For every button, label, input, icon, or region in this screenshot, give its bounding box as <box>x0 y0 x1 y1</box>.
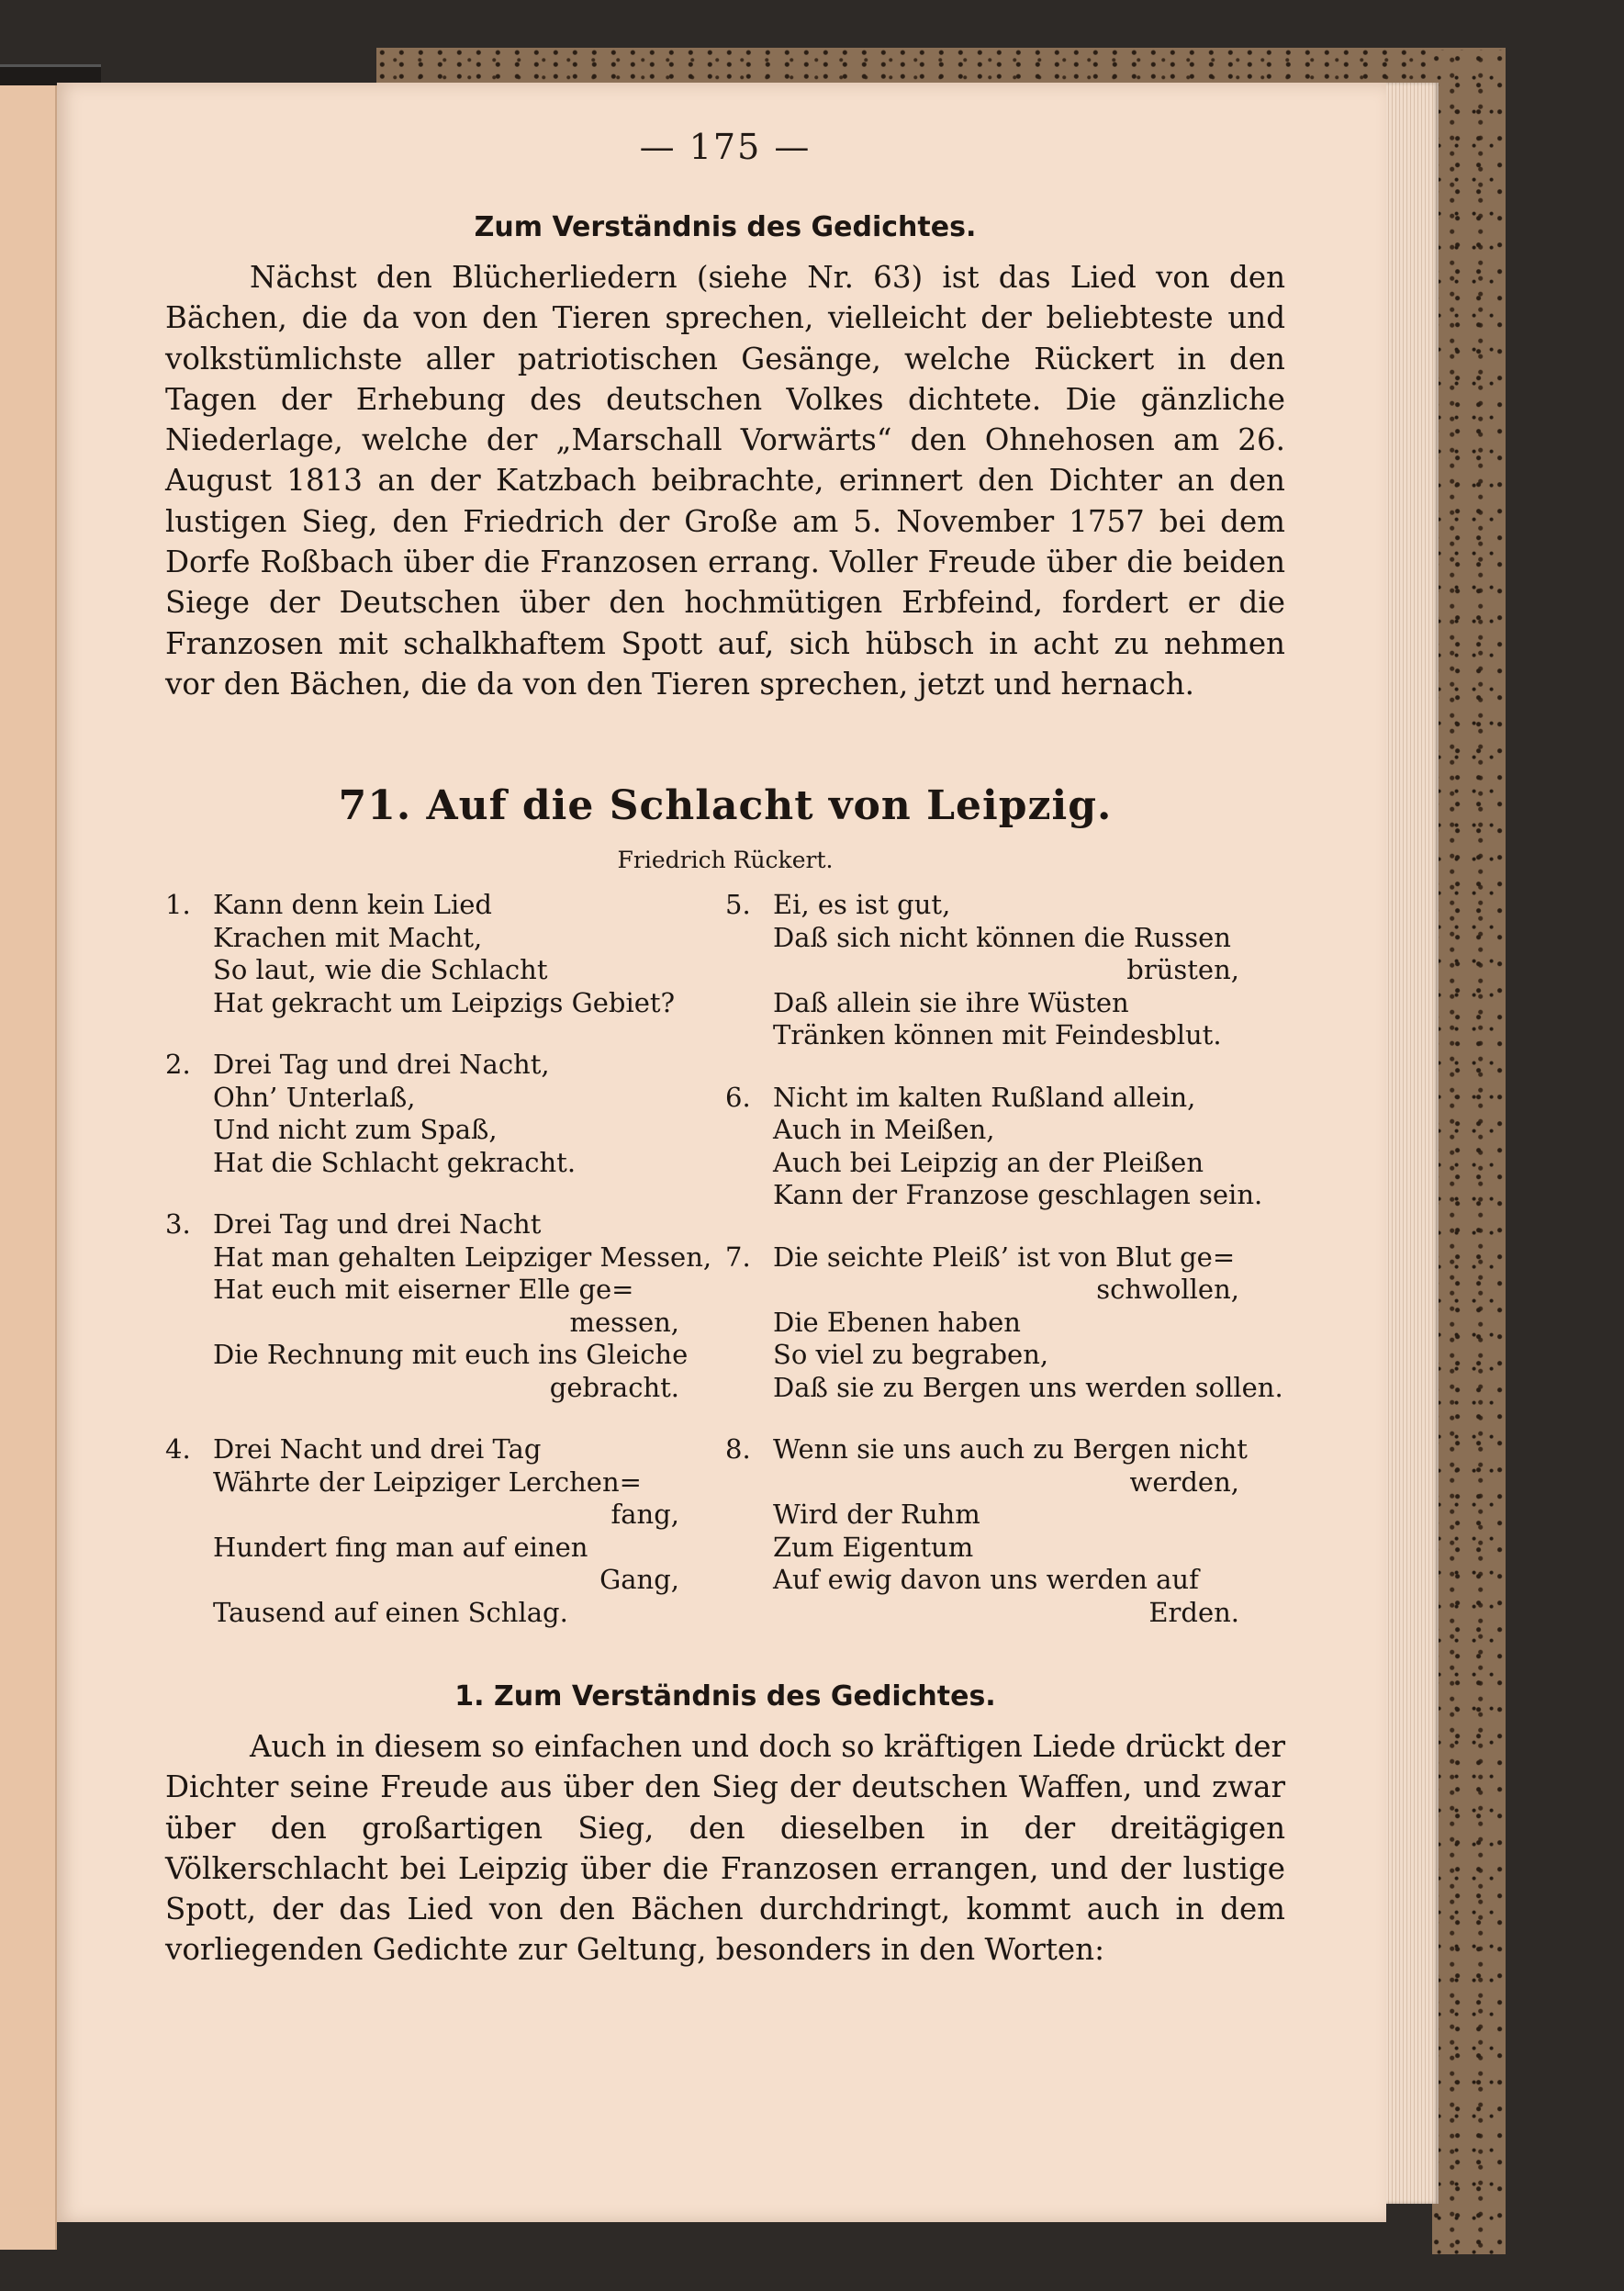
poem-line: Drei Tag und drei Nacht <box>213 1208 542 1240</box>
poem-line: schwollen, <box>1096 1274 1239 1305</box>
poem-line: Die Ebenen haben <box>773 1306 1021 1338</box>
poem-line: Wird der Ruhm <box>773 1499 980 1530</box>
commentary-heading: 1. Zum Verständnis des Gedichtes. <box>454 1680 996 1713</box>
stanza-number: 4. <box>165 1433 191 1465</box>
page-number: — 175 — <box>639 127 812 167</box>
poem-line: Auch bei Leipzig an der Pleißen <box>773 1146 1204 1178</box>
poem-line: Tränken können mit Feindesblut. <box>773 1019 1222 1050</box>
poem-author: Friedrich Rückert. <box>617 847 834 873</box>
book-cover-right-edge <box>1432 51 1506 2254</box>
poem-line: brüsten, <box>1126 954 1239 985</box>
poem-line: Daß allein sie ihre Wüsten <box>773 986 1129 1018</box>
poem-line: So viel zu begraben, <box>773 1339 1049 1370</box>
poem-line: Kann denn kein Lied <box>213 889 492 920</box>
stanza-number: 1. <box>165 889 191 920</box>
poem-line: Kann der Franzose geschlagen sein. <box>773 1179 1263 1210</box>
poem-line: Wenn sie uns auch zu Bergen nicht <box>773 1433 1248 1465</box>
poem-line: fang, <box>610 1499 679 1530</box>
poem-line: Gang, <box>599 1564 679 1595</box>
poem-line: Hundert fing man auf einen <box>213 1531 588 1563</box>
poem-line: Hat die Schlacht gekracht. <box>213 1146 577 1178</box>
poem-stanza <box>165 1433 679 1629</box>
poem-stanza <box>165 889 679 1019</box>
poem-stanza <box>725 1081 1263 1212</box>
poem-line: Erden. <box>1148 1596 1239 1628</box>
poem-line: Und nicht zum Spaß, <box>213 1114 498 1145</box>
poem-stanza <box>725 889 1239 1052</box>
poem-line: Ohn’ Unterlaß, <box>213 1081 416 1113</box>
stanza-number: 5. <box>725 889 751 920</box>
poem-line: Tausend auf einen Schlag. <box>213 1596 568 1628</box>
page-stack-edges <box>1382 83 1439 2204</box>
stanza-number: 7. <box>725 1241 751 1273</box>
poem-line: gebracht. <box>549 1371 679 1403</box>
notes-heading: Zum Verständnis des Gedichtes. <box>474 211 977 243</box>
stanza-number: 8. <box>725 1433 751 1465</box>
poem-line: Daß sich nicht können die Russen <box>773 921 1231 953</box>
book-cover-top-edge <box>376 48 1506 84</box>
poem-line: Auch in Meißen, <box>773 1114 995 1145</box>
facing-page-edge <box>0 64 57 2250</box>
poem-line: Hat euch mit eiserner Elle ge= <box>213 1274 634 1305</box>
poem-line: Drei Nacht und drei Tag <box>213 1433 542 1465</box>
poem-title: 71. Auf die Schlacht von Leipzig. <box>338 782 1113 829</box>
poem-stanza <box>725 1241 1283 1405</box>
book-page <box>57 83 1386 2222</box>
stanza-number: 6. <box>725 1081 751 1113</box>
poem-line: Nicht im kalten Rußland allein, <box>773 1081 1196 1113</box>
poem-stanza <box>165 1208 712 1404</box>
poem-line: Drei Tag und drei Nacht, <box>213 1049 550 1080</box>
poem-line: Die seichte Pleiß’ ist von Blut ge= <box>773 1241 1236 1273</box>
poem-line: Hat man gehalten Leipziger Messen, <box>213 1241 712 1273</box>
poem-line: Hat gekracht um Leipzigs Gebiet? <box>213 986 676 1018</box>
commentary-paragraph-text: Auch in diesem so einfachen und doch so kräftigen Liede drückt der Dichter seine Freude aus über den Sieg der deutschen Waffen, und zwar über den großartigen Sieg, den dieselben in der dreitägigen Völkerschlacht bei Leipzig über die Franzosen errangen, und der lustige Spott, der das Lied von den Bächen durchdringt, kommt auch in dem vorliegenden Gedichte zur Geltung, besonders in den Worten: <box>165 1729 1285 1968</box>
poem-column-right <box>725 889 1283 1629</box>
poem-line: werden, <box>1129 1466 1239 1498</box>
poem-line: Auf ewig davon uns werden auf <box>773 1564 1199 1595</box>
poem-line: Krachen mit Macht, <box>213 921 483 953</box>
poem-line: Währte der Leipziger Lerchen= <box>213 1466 642 1498</box>
stanza-number: 3. <box>165 1208 191 1240</box>
poem-stanza <box>165 1049 679 1179</box>
poem-line: So laut, wie die Schlacht <box>213 954 548 985</box>
poem-line: Ei, es ist gut, <box>773 889 951 920</box>
notes-paragraph <box>165 257 1285 704</box>
stanza-number: 2. <box>165 1049 191 1080</box>
notes-paragraph-text: Nächst den Blücherliedern (siehe Nr. 63) ist das Lied von den Bächen, die da von den Tieren sprechen, vielleicht der beliebteste und volkstümlichste aller patriotischen Gesänge, welche Rückert in den Tagen der Erhebung des deutschen Volkes dichtete. Die gänzliche Niederlage, welche der „Marschall Vorwärts“ den Ohnehosen am 26. August 1813 an der Katzbach beibrachte, erinnert den Dichter an den lustigen Sieg, den Friedrich der Große am 5. November 1757 bei dem Dorfe Roßbach über die Franzosen errang. Voller Freude über die beiden Siege der Deutschen über den hochmütigen Erbfeind, fordert er die Franzosen mit schalkhaftem Spott auf, sich hübsch in acht zu nehmen vor den Bächen, die da von den Tieren sprechen, jetzt und hernach. <box>165 260 1285 702</box>
poem-line: messen, <box>569 1306 679 1338</box>
poem-line: Zum Eigentum <box>773 1531 974 1563</box>
poem-column-left <box>165 889 712 1629</box>
poem-line: Daß sie zu Bergen uns werden sollen. <box>773 1371 1283 1403</box>
poem-stanza <box>725 1433 1248 1629</box>
poem-line: Die Rechnung mit euch ins Gleiche <box>213 1339 689 1370</box>
commentary-paragraph <box>165 1726 1285 1971</box>
